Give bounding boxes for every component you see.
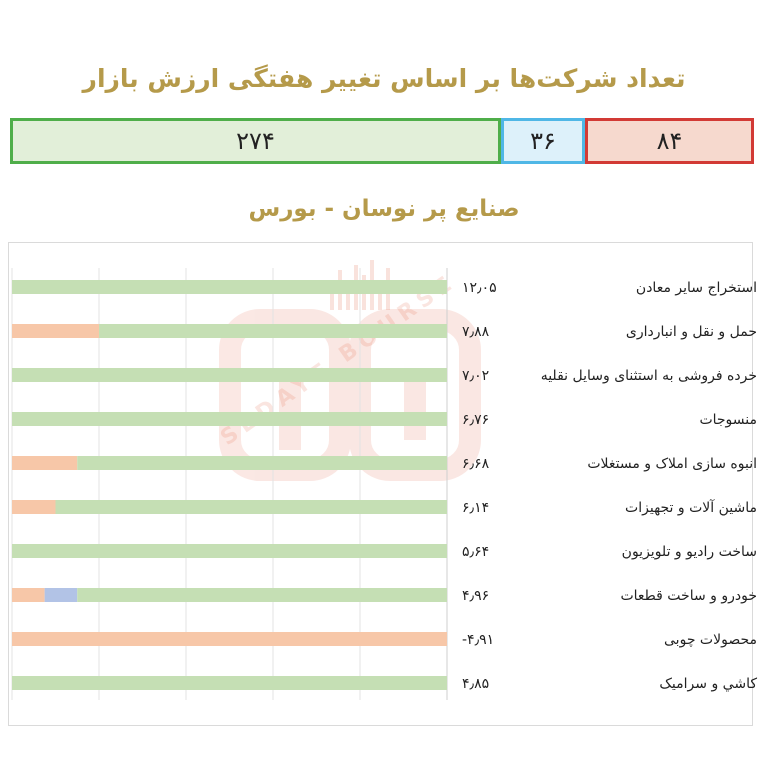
bar-segment-flat bbox=[45, 588, 78, 602]
row-value-label: ۱۲٫۰۵ bbox=[462, 280, 497, 296]
bar-segment-positive bbox=[12, 280, 447, 294]
bar-segment-positive bbox=[12, 412, 447, 426]
bar-segment-negative bbox=[12, 632, 447, 646]
row-value-label: ۴٫۸۵ bbox=[462, 676, 490, 692]
row-value-label: ۶٫۶۸ bbox=[462, 456, 490, 472]
category-label: انبوه سازی املاک و مستغلات bbox=[587, 456, 757, 472]
category-label: استخراج سایر معادن bbox=[635, 280, 757, 296]
bar-segment-negative bbox=[12, 500, 56, 514]
summary-down-label: ۸۴ bbox=[656, 127, 683, 155]
category-label: منسوجات bbox=[699, 412, 757, 428]
bar-segment-positive bbox=[12, 544, 447, 558]
row-value-label: ۴٫۹۶ bbox=[462, 588, 490, 604]
bar-segment-negative bbox=[12, 324, 99, 338]
row-value-label: ۶٫۷۶ bbox=[462, 412, 490, 428]
bar-segment-positive bbox=[77, 588, 447, 602]
row-value-label: ۵٫۶۴ bbox=[462, 544, 490, 560]
bar-segment-positive bbox=[12, 676, 447, 690]
category-label: ماشین آلات و تجهیزات bbox=[625, 500, 757, 516]
bar-segment-negative bbox=[12, 588, 45, 602]
bars bbox=[12, 280, 447, 690]
bar-segment-positive bbox=[77, 456, 447, 470]
row-value-label: ۷٫۰۲ bbox=[462, 368, 490, 384]
row-value-label: ۷٫۸۸ bbox=[462, 324, 490, 340]
category-label: خرده فروشی به استثنای وسایل نقلیه bbox=[540, 368, 757, 384]
category-label: خودرو و ساخت قطعات bbox=[620, 588, 757, 604]
row-value-label: ۶٫۱۴ bbox=[462, 500, 490, 516]
category-label: حمل و نقل و انبارداری bbox=[625, 324, 757, 340]
summary-flat-label: ۳۶ bbox=[530, 127, 556, 155]
chart-title: تعداد شرکت‌ها بر اساس تغییر هفتگی ارزش بازار bbox=[82, 64, 686, 93]
bar-segment-positive bbox=[12, 368, 447, 382]
labels bbox=[462, 280, 757, 692]
bar-segment-negative bbox=[12, 456, 77, 470]
bar-segment-positive bbox=[99, 324, 447, 338]
bar-segment-positive bbox=[56, 500, 448, 514]
category-label: کاشي و سراميک bbox=[659, 676, 757, 692]
watermark-text: SEDAYE BOURSE bbox=[216, 268, 462, 451]
chart-subtitle: صنایع پر نوسان - بورس bbox=[248, 196, 520, 222]
summary-up-label: ۲۷۴ bbox=[236, 127, 275, 155]
category-label: محصولات چوبی bbox=[664, 632, 757, 648]
category-label: ساخت رادیو و تلویزیون bbox=[621, 544, 757, 560]
row-value-label: -۴٫۹۱ bbox=[462, 632, 495, 648]
